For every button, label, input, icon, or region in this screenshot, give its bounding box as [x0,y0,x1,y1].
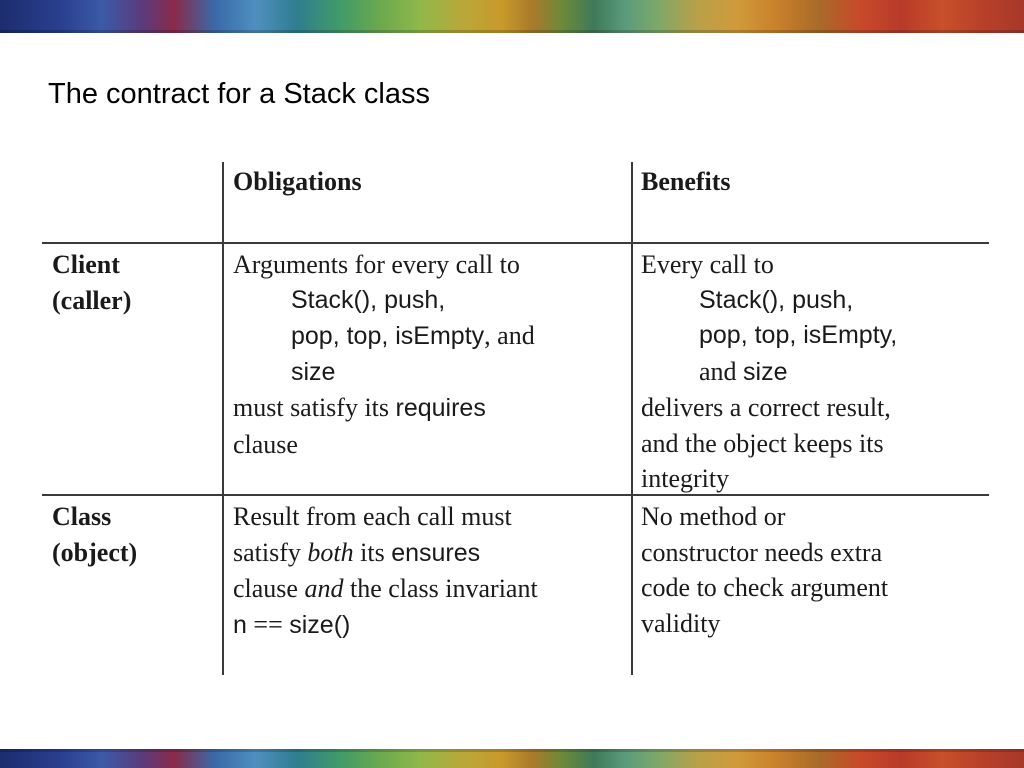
table-header-rule [42,242,989,244]
client-obligations-line: Arguments for every call to [233,250,520,279]
class-benefits-line: constructor needs extra [641,537,883,567]
client-benefits-cell [641,247,986,497]
row-label-client-role: (caller) [52,285,132,315]
both-emphasis: both [307,537,354,567]
table-divider-left [222,162,224,675]
client-benefits-conjunction: and [699,356,744,386]
and-emphasis: and [304,574,344,603]
top-decorative-stripe [0,0,1024,33]
class-benefits-line: No method or [641,502,786,531]
class-benefits-line: validity [641,608,721,638]
client-benefits-line: delivers a correct result, [641,393,891,422]
row-label-class-name: Class [52,502,112,531]
bottom-stripe-shadow [0,749,1024,752]
slide-title: The contract for a Stack class [48,78,430,110]
client-benefits-line: integrity [641,464,730,493]
client-obligations-methods: pop, top, isEmpty [291,322,485,350]
client-obligations-line: must satisfy its [233,393,396,422]
row-label-client [52,247,131,318]
class-obligations-text: the class invariant [343,574,538,603]
class-obligations-cell [233,499,628,643]
row-label-class-role: (object) [52,537,138,567]
class-benefits-line: code to check argument [641,573,889,602]
class-benefits-cell [641,499,986,641]
class-obligations-line: Result from each call must [233,502,512,531]
client-benefits-line: Every call to [641,250,774,279]
top-stripe-shadow [0,30,1024,33]
requires-keyword: requires [395,394,486,422]
header-obligations: Obligations [233,167,362,196]
client-obligations-cell [233,247,628,462]
invariant-variable: n [233,610,247,639]
invariant-size-call: size() [289,610,351,639]
invariant-operator: == [246,609,290,639]
client-obligations-methods: size [291,357,336,386]
client-obligations-conjunction: , and [484,321,535,350]
client-benefits-methods: pop, top, isEmpty, [699,321,898,349]
row-label-client-name: Client [52,250,120,279]
row-label-class [52,499,137,570]
client-benefits-line: and the object keeps its [641,428,884,458]
table-divider-right [631,162,633,675]
client-obligations-methods: Stack(), push, [291,285,446,314]
header-benefits: Benefits [641,167,731,196]
class-obligations-text: its [353,537,392,567]
client-benefits-methods: Stack(), push, [699,285,854,314]
ensures-keyword: ensures [391,538,481,567]
client-benefits-methods: size [743,357,788,386]
client-obligations-line: clause [233,429,298,459]
class-obligations-text: clause [233,574,305,603]
class-obligations-text: satisfy [233,537,308,567]
